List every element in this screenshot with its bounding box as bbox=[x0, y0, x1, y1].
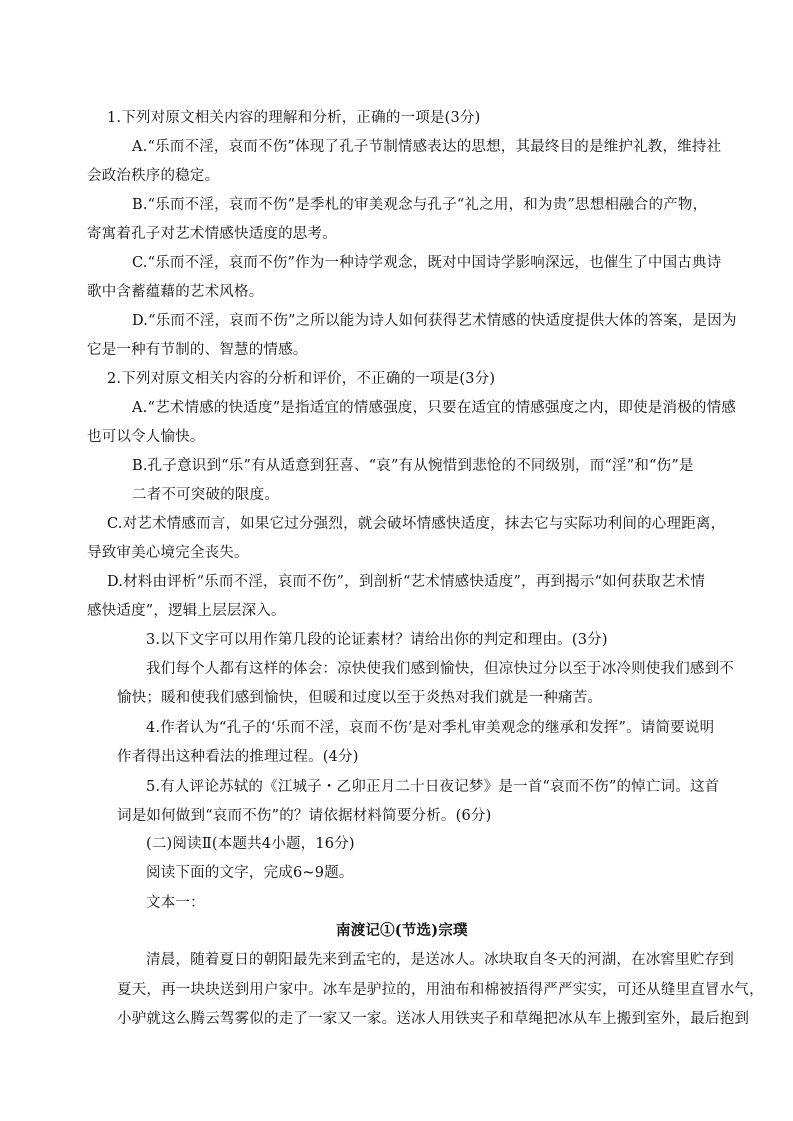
section-heading: (二)阅读Ⅱ(本题共4小题，16分) bbox=[146, 836, 355, 852]
question-1-option-a-line-2: 会政治秩序的稳定。 bbox=[87, 168, 220, 184]
question-1-option-d-line-1: D.“乐而不淫，哀而不伤”之所以能为诗人如何获得艺术情感的快适度提供大体的答案，是因为 bbox=[132, 313, 737, 329]
text-one-label: 文本一： bbox=[146, 895, 205, 911]
question-1-option-c-line-1: C.“乐而不淫，哀而不伤”作为一种诗学观念，既对中国诗学影响深远，也催生了中国古典诗 bbox=[132, 255, 722, 271]
question-3-stem: 3.以下文字可以用作第几段的论证素材？请给出你的判定和理由。(3分) bbox=[146, 632, 608, 648]
question-4-stem-line-1: 4.作者认为“孔子的‘乐而不淫，哀而不伤’是对季札审美观念的继承和发挥”。请简要说明 bbox=[146, 720, 715, 736]
question-2-option-a-line-2: 也可以令人愉快。 bbox=[87, 429, 205, 445]
passage-paragraph-line-2: 夏天，再一块块送到用户家中。冰车是驴拉的，用油布和棉被捂得严严实实，可还从缝里直冒水气， bbox=[117, 982, 764, 998]
question-1-option-a-line-1: A.“乐而不淫，哀而不伤”体现了孔子节制情感表达的思想，其最终目的是维护礼教，维持社 bbox=[132, 139, 722, 155]
question-1-option-b-line-1: B.“乐而不淫，哀而不伤”是季札的审美观念与孔子“礼之用，和为贵”思想相融合的产物， bbox=[132, 197, 708, 213]
question-1-stem: 1.下列对原文相关内容的理解和分析，正确的一项是(3分) bbox=[107, 110, 481, 126]
question-2-option-a-line-1: A.“艺术情感的快适度”是指适宜的情感强度，只要在适宜的情感强度之内，即使是消极的情感 bbox=[132, 400, 737, 416]
question-5-stem-line-2: 词是如何做到“哀而不伤”的？请依据材料简要分析。(6分) bbox=[117, 808, 492, 824]
question-3-material-line-2: 愉快；暖和使我们感到愉快，但暖和过度以至于炎热对我们就是一种痛苦。 bbox=[117, 690, 603, 706]
question-5-stem-line-1: 5.有人评论苏轼的《江城子・乙卯正月二十日夜记梦》是一首“哀而不伤”的悼亡词。这首 bbox=[146, 779, 720, 795]
question-4-stem-line-2: 作者得出这种看法的推理过程。(4分) bbox=[117, 749, 359, 765]
question-2-option-b-line-1: B.孔子意识到“乐”有从适意到狂喜、“哀”有从惋惜到悲怆的不同级别，而“淫”和“伤”是 bbox=[132, 458, 694, 474]
question-2-option-b-line-2: 二者不可突破的限度。 bbox=[132, 487, 279, 503]
reading-instruction: 阅读下面的文字，完成6~9题。 bbox=[146, 865, 354, 881]
passage-title: 南渡记①(节选)宗璞 bbox=[336, 922, 468, 939]
question-3-material-line-1: 我们每个人都有这样的体会：凉快使我们感到愉快，但凉快过分以至于冰冷则使我们感到不 bbox=[146, 661, 734, 677]
question-2-option-d-line-1: D.材料由评析“乐而不淫，哀而不伤”，到剖析“艺术情感快适度”，再到揭示“如何获取艺术情 bbox=[107, 574, 706, 590]
question-2-option-c-line-2: 导致审美心境完全丧失。 bbox=[87, 545, 249, 561]
question-2-option-d-line-2: 感快适度”，逻辑上层层深入。 bbox=[87, 603, 286, 619]
question-2-option-c-line-1: C.对艺术情感而言，如果它过分强烈，就会破坏情感快适度，抹去它与实际功利间的心理距离， bbox=[107, 516, 726, 532]
question-2-stem: 2.下列对原文相关内容的分析和评价，不正确的一项是(3分) bbox=[107, 371, 496, 387]
passage-paragraph-line-3: 小驴就这么腾云驾雾似的走了一家又一家。送冰人用铁夹子和草绳把冰从车上搬到室外，最后抱到 bbox=[117, 1011, 750, 1027]
question-1-option-c-line-2: 歌中含蓄蕴藉的艺术风格。 bbox=[87, 284, 264, 300]
question-1-option-d-line-2: 它是一种有节制的、智慧的情感。 bbox=[87, 342, 308, 358]
question-1-option-b-line-2: 寄寓着孔子对艺术情感快适度的思考。 bbox=[87, 226, 337, 242]
passage-paragraph-line-1: 清晨，随着夏日的朝阳最先来到孟宅的，是送冰人。冰块取自冬天的河湖，在冰窖里贮存到 bbox=[146, 952, 734, 968]
